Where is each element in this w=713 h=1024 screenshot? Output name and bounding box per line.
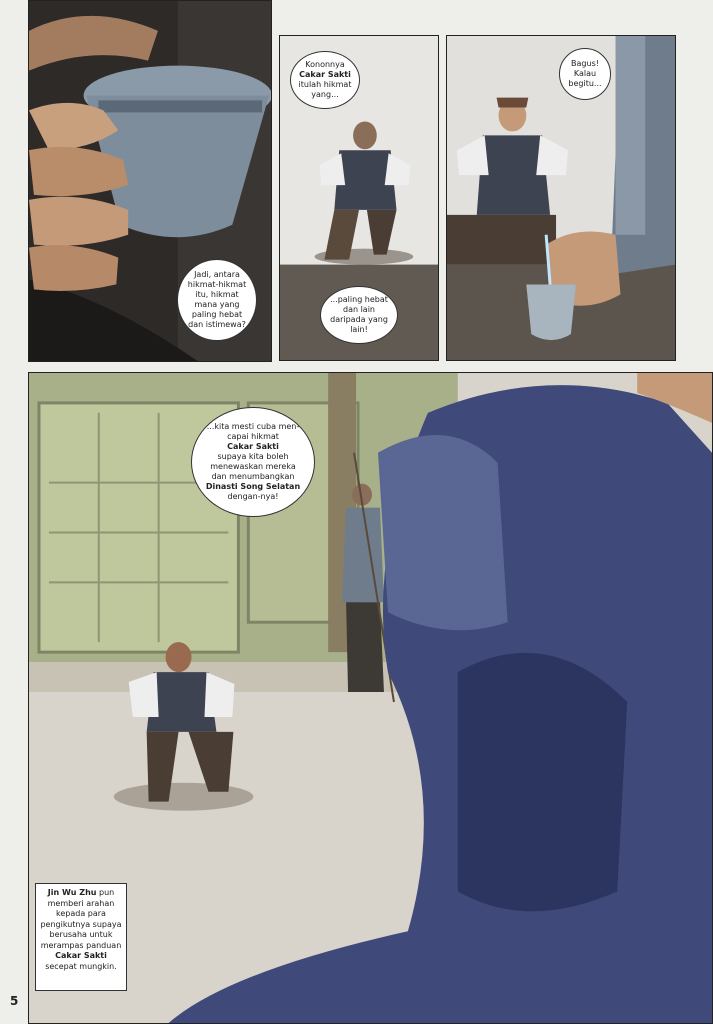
caption-bold-2: Cakar Sakti: [55, 951, 107, 960]
bubble-text-bold-2: Dinasti Song Selatan: [205, 482, 301, 491]
bubble-text-mid: supaya kita boleh menewaskan mereka dan menumbangkan: [210, 452, 296, 481]
panel-4: [28, 372, 713, 1024]
narration-caption: [35, 883, 127, 991]
bubble-text-pre: Kononnya: [305, 60, 345, 69]
speech-bubble-approval: [559, 48, 611, 100]
bubble-text: Bagus! Kalau begitu...: [568, 59, 602, 88]
panel-3: [446, 35, 676, 361]
panel-4-art: [29, 373, 712, 1023]
speech-bubble-question: [177, 259, 257, 341]
bubble-text: Jadi, antara hikmat-hikmat itu, hikmat mana yang paling hebat dan istimewa?: [187, 270, 247, 329]
bubble-text-bold-1: Cakar Sakti: [227, 442, 279, 451]
panel-2: [279, 35, 439, 361]
bubble-text-bold: Cakar Sakti: [299, 70, 351, 79]
speech-bubble-plan: [191, 407, 315, 517]
panel-1: [28, 0, 272, 362]
caption-pre: pun memberi arahan kepada para pengikutnya supaya berusaha untuk merampas panduan: [40, 888, 122, 950]
page-number: 5: [10, 994, 19, 1008]
bubble-text-pre: ...kita mesti cuba men-capai hikmat: [206, 422, 300, 441]
bubble-text-post: dengan-nya!: [227, 492, 279, 501]
caption-bold-1: Jin Wu Zhu: [47, 888, 97, 897]
bubble-text-post: itulah hikmat yang...: [298, 80, 352, 99]
bubble-text: ...paling hebat dan lain daripada yang lain!: [330, 295, 388, 334]
caption-post: secepat mungkin.: [45, 961, 117, 971]
speech-bubble-answer: [320, 286, 398, 344]
speech-bubble-rumor: [290, 51, 360, 109]
